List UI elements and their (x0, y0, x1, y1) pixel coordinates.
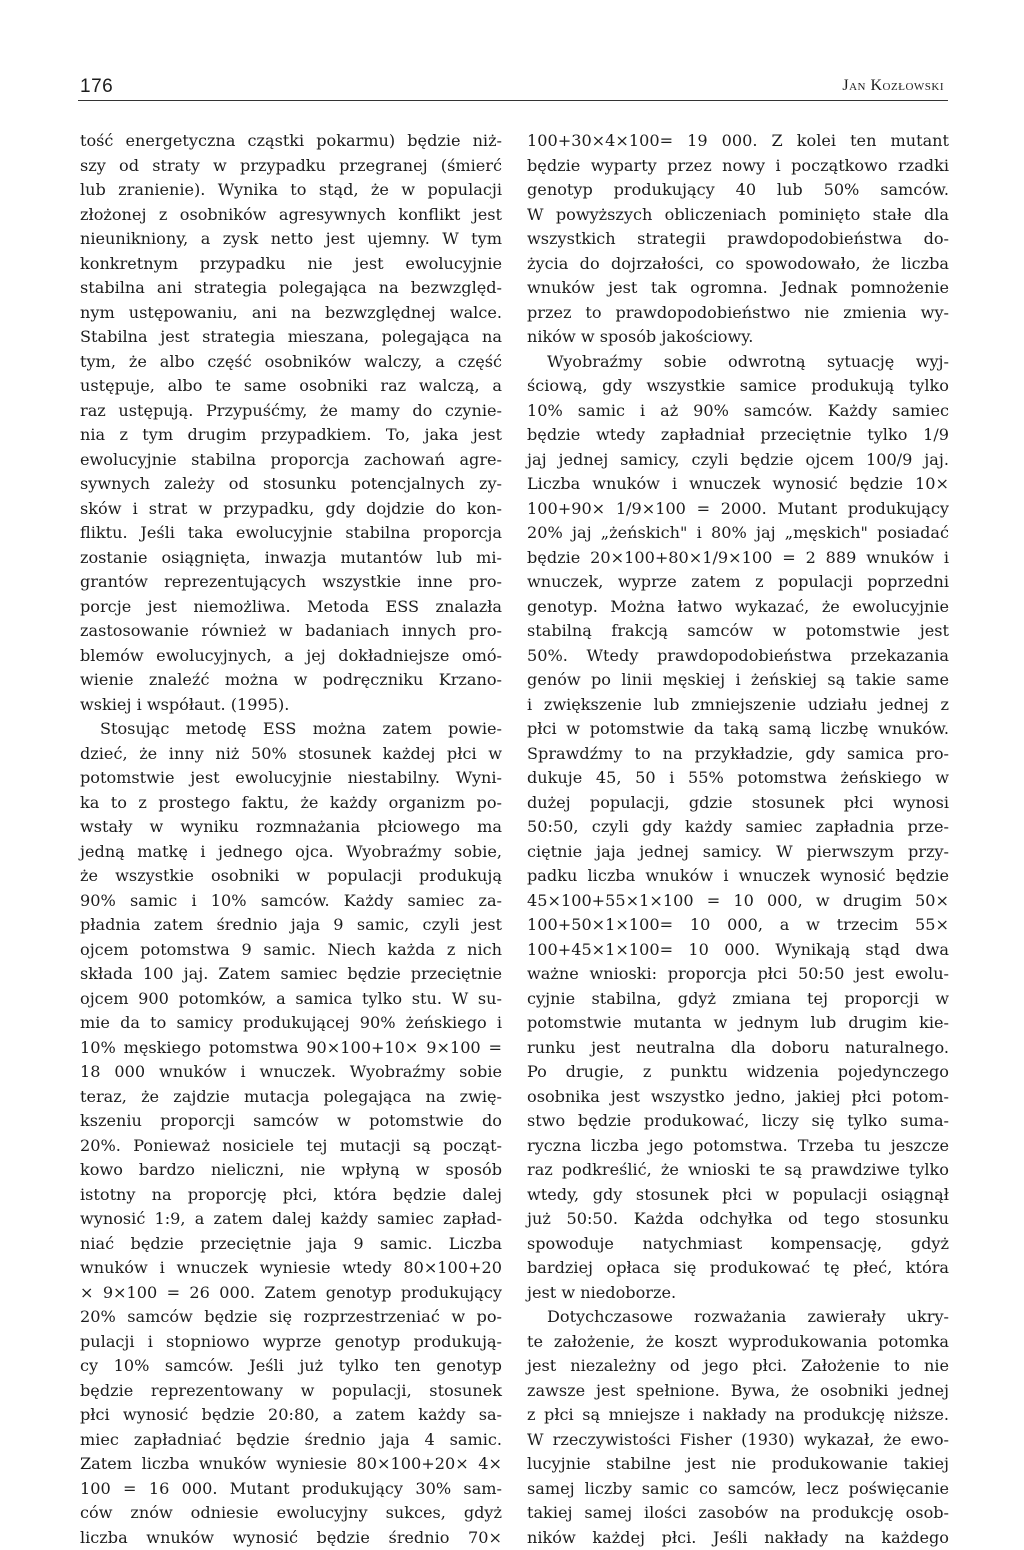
text-line: osobnika jest wszystko jedno, jakiej płci potom- (527, 1085, 949, 1110)
text-line: ważne wnioski: proporcja płci 50:50 jest ewolu- (527, 962, 949, 987)
text-line: 45×100+55×1×100 = 10 000, w drugim 50× (527, 889, 949, 914)
text-line: będzie wyparty przez nowy i początkowo rzadki (527, 154, 949, 179)
text-line: złożonej z osobników agresywnych konflikt jest (80, 203, 502, 228)
text-line: wskiej i współaut. (1995). (80, 693, 502, 718)
text-line: ców znów odniesie ewolucyjny sukces, gdyż (80, 1501, 502, 1526)
page-header (78, 74, 948, 101)
text-line: ustępuje, albo te same osobniki raz walczą, a (80, 374, 502, 399)
text-line: 10% samic i aż 90% samców. Każdy samiec (527, 399, 949, 424)
text-line: że wszystkie osobniki w populacji produkują (80, 864, 502, 889)
text-line: dukuje 45, 50 i 55% potomstwa żeńskiego w (527, 766, 949, 791)
text-line: wtedy, gdy stosunek płci w populacji osiągnął (527, 1183, 949, 1208)
text-line: 10% męskiego potomstwa 90×100+10× 9×100 = (80, 1036, 502, 1061)
text-line: jest w niedoborze. (527, 1281, 949, 1306)
text-line: 100+45×1×100= 10 000. Wynikają stąd dwa (527, 938, 949, 963)
text-line: pulacji i stopniowo wyprze genotyp produkują- (80, 1330, 502, 1355)
text-line: fliktu. Jeśli taka ewolucyjnie stabilna proporcja (80, 521, 502, 546)
text-line: istotny na proporcję płci, która będzie dalej (80, 1183, 502, 1208)
text-line: ka to z prostego faktu, że każdy organizm po- (80, 791, 502, 816)
text-line: stwo będzie produkować, liczy się tylko suma- (527, 1109, 949, 1134)
text-line: zostanie osiągnięta, inwazja mutantów lub mi- (80, 546, 502, 571)
text-line: tym, że albo część osobników walczy, a część (80, 350, 502, 375)
text-line: płci w potomstwie da taką samą liczbę wnuków. (527, 717, 949, 742)
text-line: 18 000 wnuków i wnuczek. Wyobraźmy sobie (80, 1060, 502, 1085)
text-line: 50%. Wtedy prawdopodobieństwa przekazania (527, 644, 949, 669)
text-line: dużej populacji, gdzie stosunek płci wynosi (527, 791, 949, 816)
text-line: nym ustępowaniu, ani na bezwzględnej walce. (80, 301, 502, 326)
text-line: nia z tym drugim przypadkiem. To, jaka jest (80, 423, 502, 448)
text-line: płci wynosić będzie 20:80, a zatem każdy sa- (80, 1403, 502, 1428)
text-line: 20%. Ponieważ nosiciele tej mutacji są począt- (80, 1134, 502, 1159)
text-line: Stosując metodę ESS można zatem powie- (80, 717, 502, 742)
text-line: genów po linii męskiej i żeńskiej są takie same (527, 668, 949, 693)
text-line: Zatem liczba wnuków wyniesie 80×100+20× 4× (80, 1452, 502, 1477)
text-line: mie da to samicy produkującej 90% żeńskiego i (80, 1011, 502, 1036)
text-line: wnuków i wnuczek wyniesie wtedy 80×100+20 (80, 1256, 502, 1281)
text-line: W rzeczywistości Fisher (1930) wykazał, że ewo- (527, 1428, 949, 1453)
text-line: te założenie, że koszt wyprodukowania potomka (527, 1330, 949, 1355)
text-line: już 50:50. Każda odchyłka od tego stosunku (527, 1207, 949, 1232)
text-line: sków i strat w przypadku, gdy dojdzie do kon- (80, 497, 502, 522)
text-line: lub zranienie). Wynika to stąd, że w populacji (80, 178, 502, 203)
text-line: nieunikniony, a zysk netto jest ujemny. W tym (80, 227, 502, 252)
text-line: ojcem 900 potomków, a samica tylko stu. W su- (80, 987, 502, 1012)
text-line: wszystkich strategii prawdopodobieństwa do- (527, 227, 949, 252)
page-number: 176 (80, 76, 113, 98)
text-line: 20% jaj „żeńskich" i 80% jaj „męskich" posiadać (527, 521, 949, 546)
text-line: ników każdej płci. Jeśli nakłady na każdego (527, 1526, 949, 1550)
text-line: Liczba wnuków i wnuczek wynosić będzie 10× (527, 472, 949, 497)
text-line: stabilna ani strategia polegająca na bezwzględ- (80, 276, 502, 301)
text-line: × 9×100 = 26 000. Zatem genotyp produkujący (80, 1281, 502, 1306)
text-line: ryczna liczba jego potomstwa. Trzeba tu jeszcze (527, 1134, 949, 1159)
text-line: teraz, że zajdzie mutacja polegająca na zwię- (80, 1085, 502, 1110)
text-line: wynosić 1:9, a zatem dalej każdy samiec zapład- (80, 1207, 502, 1232)
text-line: wienie znaleźć można w podręczniku Krzano- (80, 668, 502, 693)
text-line: stabilną frakcją samców w potomstwie jest (527, 619, 949, 644)
text-line: z płci są mniejsze i nakłady na produkcję niższe. (527, 1403, 949, 1428)
text-line: pładnia zatem średnio jaja 9 samic, czyli jest (80, 913, 502, 938)
text-line: porcje jest niemożliwa. Metoda ESS znalazła (80, 595, 502, 620)
text-line: ojcem potomstwa 9 samic. Niech każda z nich (80, 938, 502, 963)
text-line: dzieć, że inny niż 50% stosunek każdej płci w (80, 742, 502, 767)
text-line: życia do dojrzałości, co spowodowało, że liczba (527, 252, 949, 277)
text-line: Wyobraźmy sobie odwrotną sytuację wyj- (527, 350, 949, 375)
text-line: 20% samców będzie się rozprzestrzeniać w po- (80, 1305, 502, 1330)
text-line: tość energetyczna cząstki pokarmu) będzie niż- (80, 129, 502, 154)
text-line: jest niezależny od jego płci. Założenie to nie (527, 1354, 949, 1379)
text-line: wnuków jest tak ogromna. Jednak pomnożenie (527, 276, 949, 301)
text-line: spowoduje natychmiast kompensację, gdyż (527, 1232, 949, 1257)
text-line: blemów ewolucyjnych, a jej dokładniejsze omó- (80, 644, 502, 669)
text-line: 100 = 16 000. Mutant produkujący 30% sam- (80, 1477, 502, 1502)
text-line: sywnych zależy od stosunku potencjalnych zy- (80, 472, 502, 497)
text-line: genotyp produkujący 40 lub 50% samców. (527, 178, 949, 203)
text-line: Sprawdźmy to na przykładzie, gdy samica pro- (527, 742, 949, 767)
text-line: kszeniu proporcji samców w potomstwie do (80, 1109, 502, 1134)
text-line: padku liczba wnuków i wnuczek wynosić będzie (527, 864, 949, 889)
text-line: genotyp. Można łatwo wykazać, że ewolucyjnie (527, 595, 949, 620)
text-line: lucyjnie stabilne jest nie produkowanie takiej (527, 1452, 949, 1477)
text-line: będzie reprezentowany w populacji, stosunek (80, 1379, 502, 1404)
text-line: miec zapładniać będzie średnio jaja 4 samic. (80, 1428, 502, 1453)
text-line: szy od straty w przypadku przegranej (śmierć (80, 154, 502, 179)
text-line: wstały w wyniku rozmnażania płciowego ma (80, 815, 502, 840)
text-line: 100+30×4×100= 19 000. Z kolei ten mutant (527, 129, 949, 154)
text-line: 100+50×1×100= 10 000, a w trzecim 55× (527, 913, 949, 938)
text-line: samej liczby samic co samców, lecz poświęcanie (527, 1477, 949, 1502)
text-line: i zwiększenie lub zmniejszenie udziału jednej z (527, 693, 949, 718)
text-line: Po drugie, z punktu widzenia pojedynczego (527, 1060, 949, 1085)
text-line: składa 100 jaj. Zatem samiec będzie przeciętnie (80, 962, 502, 987)
text-line: będzie wtedy zapładniał przeciętnie tylko 1/9 (527, 423, 949, 448)
text-line: potomstwie jest ewolucyjnie niestabilny. Wyni- (80, 766, 502, 791)
text-line: bardziej opłaca się produkować tę płeć, która (527, 1256, 949, 1281)
text-line: 50:50, czyli gdy każdy samiec zapładnia prze- (527, 815, 949, 840)
right-text-column (527, 129, 949, 1550)
left-text-column (80, 129, 502, 1550)
text-line: zastosowanie również w badaniach innych pro- (80, 619, 502, 644)
text-line: 90% samic i 10% samców. Każdy samiec za- (80, 889, 502, 914)
text-line: kowo bardzo nieliczni, nie wpłyną w sposób (80, 1158, 502, 1183)
text-line: takiej samej ilości zasobów na produkcję osob- (527, 1501, 949, 1526)
text-line: konkretnym przypadku nie jest ewolucyjnie (80, 252, 502, 277)
text-line: grantów reprezentujących wszystkie inne pro- (80, 570, 502, 595)
text-line: ników w sposób jakościowy. (527, 325, 949, 350)
text-line: Dotychczasowe rozważania zawierały ukry- (527, 1305, 949, 1330)
text-line: jaj jednej samicy, czyli będzie ojcem 100/9 jaj. (527, 448, 949, 473)
text-line: ciętnie jaja jednej samicy. W pierwszym przy- (527, 840, 949, 865)
text-line: ściową, gdy wszystkie samice produkują tylko (527, 374, 949, 399)
text-line: cyjnie stabilna, gdyż zmiana tej proporcji w (527, 987, 949, 1012)
text-line: Stabilna jest strategia mieszana, polegająca na (80, 325, 502, 350)
text-line: raz ustępują. Przypuśćmy, że mamy do czynie- (80, 399, 502, 424)
running-head-author: Jan Kozłowski (842, 77, 944, 95)
text-line: będzie 20×100+80×1/9×100 = 2 889 wnuków i (527, 546, 949, 571)
text-line: wnuczek, wyprze zatem z populacji poprzedni (527, 570, 949, 595)
text-line: raz podkreślić, że wnioski te są prawdziwe tylko (527, 1158, 949, 1183)
text-line: W powyższych obliczeniach pominięto stałe dla (527, 203, 949, 228)
text-line: cy 10% samców. Jeśli już tylko ten genotyp (80, 1354, 502, 1379)
text-line: 100+90× 1/9×100 = 2000. Mutant produkujący (527, 497, 949, 522)
text-line: liczba wnuków wynosić będzie średnio 70× (80, 1526, 502, 1550)
text-line: niać będzie przeciętnie jaja 9 samic. Liczba (80, 1232, 502, 1257)
text-line: runku jest neutralna dla doboru naturalnego. (527, 1036, 949, 1061)
text-line: przez to prawdopodobieństwo nie zmienia wy- (527, 301, 949, 326)
text-line: potomstwie mutanta w jednym lub drugim kie- (527, 1011, 949, 1036)
text-line: zawsze jest spełnione. Bywa, że osobniki jednej (527, 1379, 949, 1404)
text-line: jedną matkę i jednego ojca. Wyobraźmy sobie, (80, 840, 502, 865)
text-line: ewolucyjnie stabilna proporcja zachowań agre- (80, 448, 502, 473)
